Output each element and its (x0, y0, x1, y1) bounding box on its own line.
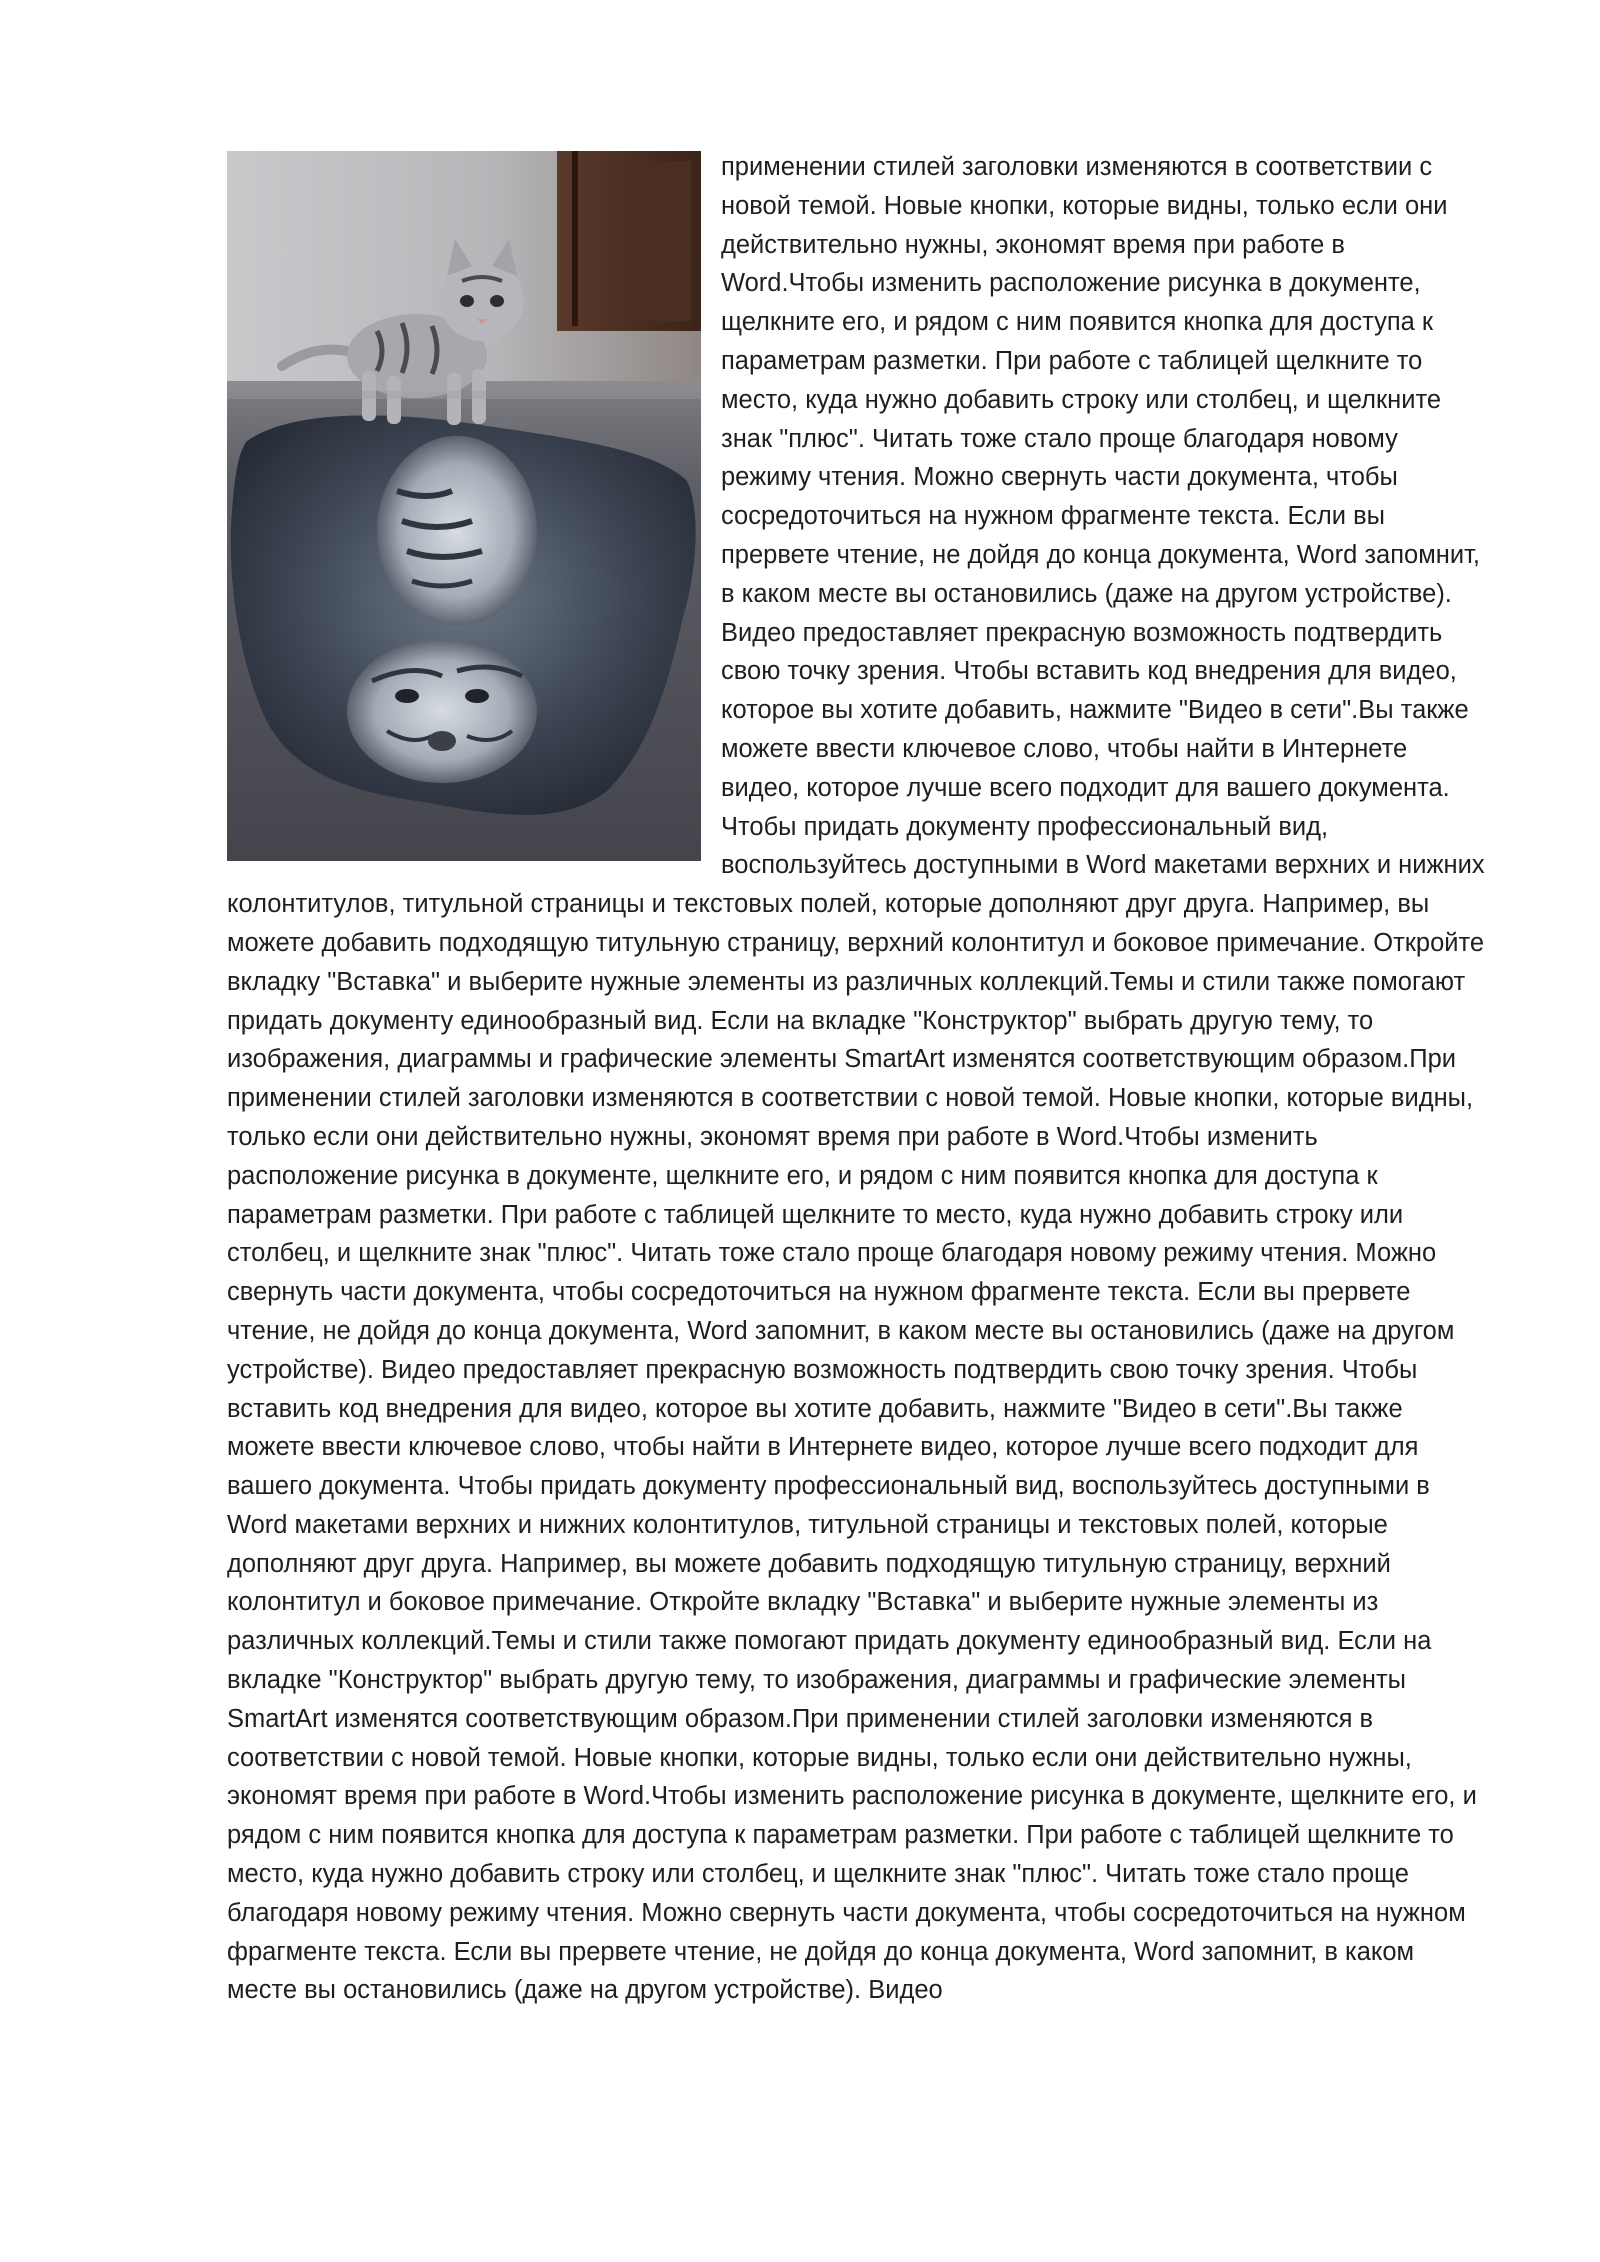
document-body (227, 148, 1487, 2010)
photo-illustration (227, 151, 701, 861)
kitten-tiger-reflection-photo[interactable] (227, 151, 701, 861)
body-text: применении стилей заголовки изменяются в соответствии с новой темой. Новые кнопки, которые видны, только если они действительно нужны, экономят время при работе в Word.Чтобы изменить расположение рисунка в документе, щелкните его, и рядом с ним появится кнопка для доступа к параметрам разметки. При работе с таблицей щелкните то место, куда нужно добавить строку или столбец, и щелкните знак "плюс". Читать тоже стало проще благодаря новому режиму чтения. Можно свернуть части документа, чтобы сосредоточиться на нужном фрагменте текста. Если вы прервете чтение, не дойдя до конца документа, Word запомнит, в каком месте вы остановились (даже на другом устройстве). Видео предоставляет прекрасную возможность подтвердить свою точку зрения. Чтобы вставить код внедрения для видео, которое вы хотите добавить, нажмите "Видео в сети".Вы также можете ввести ключевое слово, чтобы найти в Интернете видео, которое лучше всего подходит для вашего документа. Чтобы придать документу профессиональный вид, воспользуйтесь доступными в Word макетами верхних и нижних колонтитулов, титульной страницы и текстовых полей, которые дополняют друг друга. Например, вы можете добавить подходящую титульную страницу, верхний колонтитул и боковое примечание. Откройте вкладку "Вставка" и выберите нужные элементы из различных коллекций.Темы и стили также помогают придать документу единообразный вид. Если на вкладке "Конструктор" выбрать другую тему, то изображения, диаграммы и графические элементы SmartArt изменятся соответствующим образом.При применении стилей заголовки изменяются в соответствии с новой темой. Новые кнопки, которые видны, только если они действительно нужны, экономят время при работе в Word.Чтобы изменить расположение рисунка в документе, щелкните его, и рядом с ним появится кнопка для доступа к параметрам разметки. При работе с таблицей щелкните то место, куда нужно добавить строку или столбец, и щелкните знак "плюс". Читать тоже стало проще благодаря новому режиму чтения. Можно свернуть части документа, чтобы сосредоточиться на нужном фрагменте текста. Если вы прервете чтение, не дойдя до конца документа, Word запомнит, в каком месте вы остановились (даже на другом устройстве). Видео предоставляет прекрасную возможность подтвердить свою точку зрения. Чтобы вставить код внедрения для видео, которое вы хотите добавить, нажмите "Видео в сети".Вы также можете ввести ключевое слово, чтобы найти в Интернете видео, которое лучше всего подходит для вашего документа. Чтобы придать документу профессиональный вид, воспользуйтесь доступными в Word макетами верхних и нижних колонтитулов, титульной страницы и текстовых полей, которые дополняют друг друга. Например, вы можете добавить подходящую титульную страницу, верхний колонтитул и боковое примечание. Откройте вкладку "Вставка" и выберите нужные элементы из различных коллекций.Темы и стили также помогают придать документу единообразный вид. Если на вкладке "Конструктор" выбрать другую тему, то изображения, диаграммы и графические элементы SmartArt изменятся соответствующим образом.При применении стилей заголовки изменяются в соответствии с новой темой. Новые кнопки, которые видны, только если они действительно нужны, экономят время при работе в Word.Чтобы изменить расположение рисунка в документе, щелкните его, и рядом с ним появится кнопка для доступа к параметрам разметки. При работе с таблицей щелкните то место, куда нужно добавить строку или столбец, и щелкните знак "плюс". Читать тоже стало проще благодаря новому режиму чтения. Можно свернуть части документа, чтобы сосредоточиться на нужном фрагменте текста. Если вы прервете чтение, не дойдя до конца документа, Word запомнит, в каком месте вы остановились (даже на другом устройстве). Видео (227, 153, 1485, 2005)
